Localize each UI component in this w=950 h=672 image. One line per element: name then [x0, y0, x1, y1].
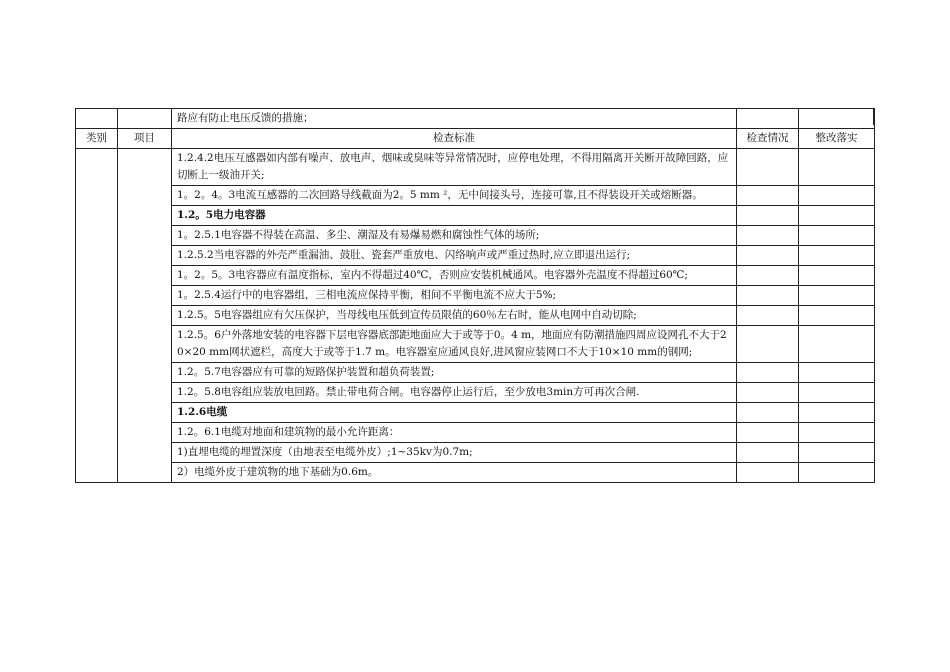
item-cell — [118, 149, 172, 483]
standard-cell: 1.2.4.2电压互感器如内部有噪声、放电声、烟味或臭味等异常情况时，应停电处理，不得用隔离开关断开故障回路，应切断上一级油开关; — [172, 149, 737, 186]
header-status: 检查情况 — [737, 129, 799, 149]
status-cell — [737, 186, 799, 206]
status-cell — [737, 246, 799, 266]
continuation-status-cell — [737, 109, 799, 129]
rectification-cell — [799, 186, 875, 206]
status-cell — [737, 286, 799, 306]
status-cell — [737, 383, 799, 403]
rectification-cell — [799, 226, 875, 246]
continuation-category-cell — [76, 109, 118, 129]
status-cell — [737, 463, 799, 483]
continuation-standard-cell: 路应有防止电压反馈的措施； — [172, 109, 737, 129]
continuation-rectification-cell — [799, 109, 875, 129]
rectification-cell — [799, 326, 875, 363]
standard-cell: 2）电缆外皮于建筑物的地下基础为0.6m。 — [172, 463, 737, 483]
standard-cell: 1。2.5.1电容器不得装在高温、多尘、潮湿及有易爆易燃和腐蚀性气体的场所; — [172, 226, 737, 246]
rectification-cell — [799, 443, 875, 463]
status-cell — [737, 423, 799, 443]
standard-cell: 1。2.5.4运行中的电容器组，三相电流应保持平衡，相间不平衡电流不应大于5%; — [172, 286, 737, 306]
rectification-cell — [799, 383, 875, 403]
table-row — [76, 266, 875, 286]
standard-cell: 1.2。5.8电容组应装放电回路。禁止带电荷合闸。电容器停止运行后，至少放电3min方可再次合闸. — [172, 383, 737, 403]
rectification-cell — [799, 266, 875, 286]
header-rectification: 整改落实 — [799, 129, 875, 149]
rectification-cell — [799, 286, 875, 306]
header-item: 项目 — [118, 129, 172, 149]
status-cell — [737, 363, 799, 383]
table-row — [76, 206, 875, 226]
header-standard: 检查标准 — [172, 129, 737, 149]
standard-cell: 1.2。5.7电容器应有可靠的短路保护装置和超负荷装置; — [172, 363, 737, 383]
inspection-table-body — [76, 109, 875, 483]
rectification-cell — [799, 363, 875, 383]
standard-cell: 1.2。6.1电缆对地面和建筑物的最小允许距离： — [172, 423, 737, 443]
status-cell — [737, 206, 799, 226]
rectification-cell — [799, 403, 875, 423]
inspection-table — [75, 108, 875, 483]
standard-cell: 1。2。4。3电流互感器的二次回路导线截面为2。5 mm ²，无中间接头号，连接可靠,且不得装设开关或熔断器。 — [172, 186, 737, 206]
standard-cell: 1.2.5。5电容器组应有欠压保护，当母线电压低到宣传员限值的60％左右时，能从电网中自动切除; — [172, 306, 737, 326]
category-cell — [76, 149, 118, 483]
status-cell — [737, 306, 799, 326]
standard-cell: 1)直埋电缆的埋置深度（由地表至电缆外皮）;1~35kv为0.7m; — [172, 443, 737, 463]
table-row — [76, 286, 875, 306]
table-row — [76, 363, 875, 383]
status-cell — [737, 266, 799, 286]
table-row — [76, 306, 875, 326]
table-row — [76, 463, 875, 483]
table-row — [76, 226, 875, 246]
status-cell — [737, 326, 799, 363]
header-category: 类别 — [76, 129, 118, 149]
table-row — [76, 186, 875, 206]
section-heading-cell: 1.2.6电缆 — [172, 403, 737, 423]
table-row — [76, 443, 875, 463]
status-cell — [737, 403, 799, 423]
rectification-cell — [799, 306, 875, 326]
standard-cell: 1.2.5。6户外落地安装的电容器下层电容器底部距地面应大于或等于0。4 m，地面应有防潮措施四周应设网孔不大于20×20 mm网状遮栏，高度大于或等于1.7 m。电容器室应通风良好,进风窗应装网口不大于10×10 mm的钢网; — [172, 326, 737, 363]
section-heading-cell: 1.2。5电力电容器 — [172, 206, 737, 226]
rectification-cell — [799, 246, 875, 266]
standard-cell: 1.2.5.2当电容器的外壳严重漏油、鼓肚、瓷套严重放电、闪络响声或严重过热时,应立即退出运行; — [172, 246, 737, 266]
rectification-cell — [799, 423, 875, 443]
continuation-item-cell — [118, 109, 172, 129]
rectification-cell — [799, 206, 875, 226]
standard-cell: 1。2。5。3电容器应有温度指标，室内不得超过40℃，否则应安装机械通风。电容器外壳温度不得超过60℃; — [172, 266, 737, 286]
table-row — [76, 423, 875, 443]
table-row — [76, 246, 875, 266]
status-cell — [737, 226, 799, 246]
table-row — [76, 149, 875, 186]
status-cell — [737, 149, 799, 186]
rectification-cell — [799, 149, 875, 186]
continuation-row — [76, 109, 875, 129]
table-row — [76, 383, 875, 403]
status-cell — [737, 443, 799, 463]
table-row — [76, 403, 875, 423]
table-header-row — [76, 129, 875, 149]
table-row — [76, 326, 875, 363]
rectification-cell — [799, 463, 875, 483]
